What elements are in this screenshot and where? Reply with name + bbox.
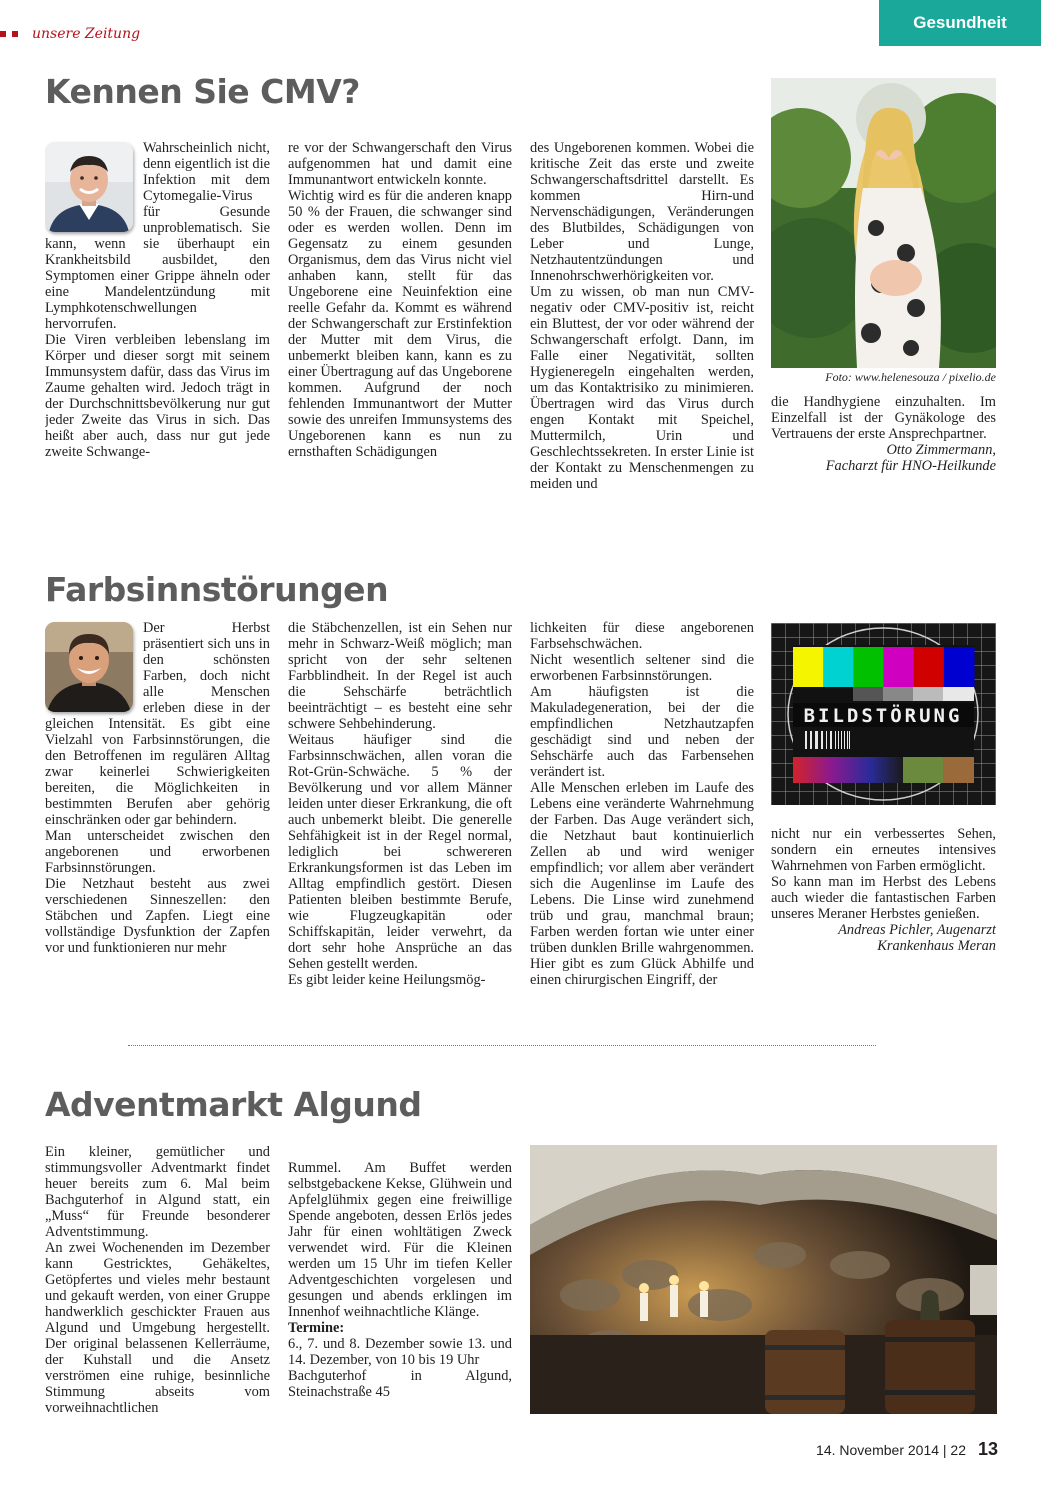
farb-column-1 [45,620,270,990]
testcard-color-bar [853,647,884,687]
author-portrait-zimmermann [45,142,133,232]
testcard-color-bar [823,647,854,687]
article-title-farbsinn: Farbsinnstörungen [45,570,389,609]
testcard-color-bar [944,647,975,687]
photo-caption: Foto: www.helenesouza / pixelio.de [825,370,996,384]
cmv-paragraph: re vor der Schwangerschaft den Virus aufgenommen hat und damit eine Immunantwort entwickeln konnte. [288,140,512,188]
section-divider [128,1045,876,1046]
advent-paragraph: Rummel. Am Buffet werden selbstgebackene Kekse, Glühwein und Apfelglühmix gegen eine freiwillige Spende angeboten, dessen Erlös jedes Jahr für einen wohltätigen Zweck verwendet wird. Für die Kleinen werden um 15 Uhr im tiefen Keller Adventgeschichten vorgelesen und gesungen und abends erklingen im Innenhof weihnachtliche Klänge. [288,1160,512,1320]
author-signature: Otto Zimmermann, [886,442,996,458]
testcard-color-bar [884,647,915,687]
farb-paragraph: die Stäbchenzellen, ist ein Sehen nur mehr in Schwarz-Weiß möglich; man spricht von der sehr seltenen Farbblindheit. In der Regel ist auch die Sehschärfe beträchtlich beeinträchtigt – es besteht eine sehr schwere Sehbehinderung. [288,620,512,732]
cmv-column-1 [45,140,270,495]
farb-column-2 [288,620,512,990]
testcard-image [771,623,996,805]
cmv-paragraph: des Ungeborenen kommen. Wobei die kritische Zeit das erste und zweite Schwangerschaftsdrittel darstellt. Es kommen Hirn-und Nervenschädigungen, Veränderungen des Blutbildes, Schädigungen von Leber und Lunge, Netzhautentzündungen und Innenohrschwerhörigkeiten vor. [530,140,754,284]
advent-column-2 [288,1160,512,1420]
farb-paragraph: Weitaus häufiger sind die Farbsinnschwächen, allen voran die Rot-Grün-Schwäche. 5 % der Bevölkerung und vor allem Männer leiden unter dieser Erkrankung, die oft auch unbemerkt bleibt. Die generelle Sehfähigkeit ist in der Regel normal, lediglich bei schwereren Erkrankungsformen ist das Leben im Alltag empfindlich gestört. Diesen Patienten bleiben bestimmte Berufe, wie Flugzeugkapitän oder Schiffskapitän, leider verwehrt, da dort sehr hohe Ansprüche an das Sehen gestellt werden. [288,732,512,972]
farb-paragraph: Am häufigsten ist die Makuladegeneration, bei der die empfindlichen Netzhautzapfen geschädigt sind und neben der Sehschärfe auch das Farbensehen verändert ist. [530,684,754,780]
doctor-portrait-icon [45,142,133,232]
masthead-brand [0,22,140,46]
author-role: Krankenhaus Meran [877,938,996,954]
farb-paragraph: So kann man im Herbst des Lebens auch wieder die fantastischen Farben unseres Meraner Herbstes genießen. [771,874,996,922]
testcard-title: BILDSTÖRUNG [803,705,963,727]
testcard-color-bar [914,647,945,687]
testcard-color-bar [793,647,824,687]
doctor-portrait-icon [45,622,133,712]
article-title-advent: Adventmarkt Algund [45,1085,422,1124]
photo-pregnant-woman-icon [771,78,996,368]
advent-paragraph: An zwei Wochenenden im Dezember kann Gestricktes, Gehäkeltes, Getöpfertes und vieles mehr bestaunt und gekauft werden, von einer Gruppe handwerklich geschickter Frauen aus Algund und Umgebung hergestellt. Der original belassenen Kellerräume, der Kuhstall und die Ansetz verströmen eine ruhige, besinnliche Stimmung abseits vom vorweihnachtlichen [45,1240,270,1416]
author-signature: Andreas Pichler, Augenarzt [838,922,996,938]
farb-paragraph: Der Herbst präsentiert sich uns in den schönsten Farben, doch nicht alle Menschen erleben diese in der gleichen Intensität. Es gibt eine Vielzahl von Farbsinnstörungen, die den Betroffenen im regulären Alltag zwar keinerlei Schwierigkeiten bereiten, die Möglichkeiten in bestimmten Berufen aber gehörig einschränken oder gar behindern. [45,620,270,828]
section-tag: Gesundheit [879,0,1041,46]
cmv-column-4 [771,394,996,494]
farb-paragraph: Nicht wesentlich seltener sind die erworbenen Farbsinnstörungen. [530,652,754,684]
author-portrait-pichler [45,622,133,712]
photo-cellar-candles-icon [530,1145,997,1414]
farb-column-3 [530,620,754,990]
author-role: Facharzt für HNO-Heilkunde [825,458,996,474]
cmv-column-3 [530,140,754,495]
farb-paragraph: Man unterscheidet zwischen den angeborenen und erworbenen Farbsinnstörungen. [45,828,270,876]
advent-paragraph: Ein kleiner, gemütlicher und stimmungsvoller Adventmarkt findet heuer bereits zum 6. Mal beim Bachguterhof in Algund statt, ein „Muss“ für Freunde besonderer Adventstimmung. [45,1144,270,1240]
cmv-paragraph: Um zu wissen, ob man nun CMV-negativ oder CMV-positiv ist, reicht ein Bluttest, der vor oder während der Schwangerschaft erfolgt. Dann, im Falle einer Negativität, sollten Hygieneregeln eingehalten werden, um das Kontaktrisiko zu minimieren. Übertragen wird das Virus durch engen Kontakt mit Speichel, Muttermilch, Urin und Geschlechtssekreten. In erster Linie ist der Kontakt zu Menschenmengen zu meiden und [530,284,754,492]
cmv-paragraph: Wichtig wird es für die anderen knapp 50 % der Frauen, die schwanger sind oder es werden wollen. Denn im Gegensatz zu einem gesunden Organismus, dem das Virus nicht viel anhaben kann, stellt für das Ungeborene eine Neuinfektion eine reelle Gefahr da. Kommt es während der Schwangerschaft zur Erstinfektion der Mutter mit dem Virus, die unbemerkt bleiben kann, kann es zu einer Übertragung auf das Ungeborene kommen. Aufgrund der noch fehlenden Immunantwort der Mutter sowie des unreifen Immunsystems des Ungeborenen kann es nun zu ernsthaften Schädigungen [288,188,512,460]
article-title-cmv: Kennen Sie CMV? [45,72,360,111]
termine-label: Termine: [288,1320,345,1336]
issue-date: 14. November 2014 | 22 [816,1442,966,1458]
cmv-paragraph: die Handhygiene einzuhalten. Im Einzelfall ist der Gynäkologe des Vertrauens der erste Ansprechpartner. [771,394,996,442]
pregnant-woman-photo [771,78,996,368]
termine-dates: 6., 7. und 8. Dezember sowie 13. und 14. Dezember, von 10 bis 19 Uhr [288,1336,512,1368]
cmv-column-2 [288,140,512,495]
cmv-paragraph: Wahrscheinlich nicht, denn eigentlich ist die Infektion mit dem Cytomegalie-Virus für Gesunde unproblematisch. Sie kann, wenn sie überhaupt ein Krankheitsbild ausbildet, den Symptomen einer Grippe ähneln oder eine Mandelentzündung mit Lymphkotenschwellungen hervorrufen. [45,140,270,332]
farb-paragraph: nicht nur ein verbessertes Sehen, sondern ein erneutes intensives Wahrnehmen von Farben ermöglicht. [771,826,996,874]
cmv-paragraph: Die Viren verbleiben lebenslang im Körper und dieser sorgt mit seinem Immunsystem dafür, dass das Virus im Zaume gehalten wird. Jedoch trägt in der Durchschnittsbevölkerung nur gut jeder Zweite das Virus in sich. Das heißt aber auch, dass nur gut jede zweite Schwange- [45,332,270,460]
farb-paragraph: Alle Menschen erleben im Laufe des Lebens eine veränderte Wahrnehmung der Farben. Das Auge verändert sich, die Netzhaut baut kontinuierlich Zellen ab und wird weniger empfindlich; vor allem aber verändert sich die Augenlinse im Laufe des Lebens. Die Linse wird zunehmend trüb und grau, manchmal braun; Farben werden fortan wie unter einer trüben dunklen Brille wahrgenommen. Hier gibt es zum Glück Abhilfe und einen chirurgischen Eingriff, der [530,780,754,988]
farb-paragraph: Es gibt leider keine Heilungsmög- [288,972,486,988]
brand-square-icon [12,31,18,37]
farb-column-4 [771,826,996,991]
farb-paragraph: lichkeiten für diese angeborenen Farbsehschwächen. [530,620,754,652]
advent-column-1 [45,1144,270,1420]
farb-paragraph: Die Netzhaut besteht aus zwei verschiedenen Sinneszellen: den Stäbchen und Zapfen. Liegt eine vollständige Dysfunktion der Zapfen vor und funktionieren nur mehr [45,876,270,956]
tv-testcard-icon [771,623,996,805]
termine-location: Bachguterhof in Algund, Steinachstraße 45 [288,1368,512,1400]
cellar-photo [530,1145,997,1414]
newspaper-logo: unsere Zeitung [32,26,141,42]
page-number: 13 [978,1439,999,1459]
brand-square-icon [0,31,6,37]
